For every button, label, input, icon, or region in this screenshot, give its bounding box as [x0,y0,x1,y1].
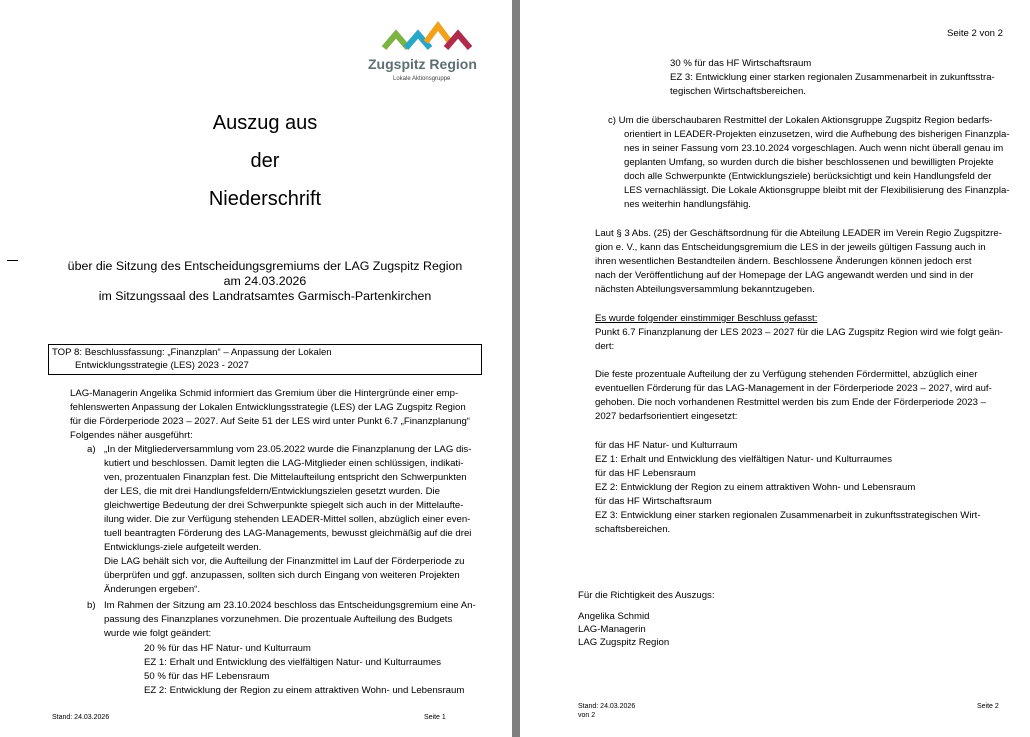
new-text-line-2: eventuellen Förderung für das LAG-Management in der Förderperiode 2023 – 2027, wird auf- [595,383,992,394]
item-a-marker: a) [87,444,96,455]
hf-line-5: für das HF Wirtschaftsraum [595,496,712,507]
signature-organization: LAG Zugspitz Region [578,637,670,648]
resolution-line-2: dert: [595,341,615,352]
subtitle-line-1: über die Sitzung des Entscheidungsgremiums der LAG Zugspitz Region [67,259,463,273]
item-c-line-6: LES vernachlässigt. Die Lokale Aktionsgruppe bleibt mit der Flexibilisierung des Finanzpla- [624,185,1010,196]
rules-line-2: gion e. V., kann das Entscheidungsgremium die LES in der jeweils gültigen Fassung auch in [595,242,986,253]
hf-line-3: für das HF Lebensraum [595,468,696,479]
continued-line-1: 30 % für das HF Wirtschaftsraum [670,58,812,69]
title-line-1: Auszug aus [212,112,318,134]
item-a-line-4: der LES, die mit drei Handlungsfeldern/Entwicklungszielen gesetzt wurden. Die [104,486,440,497]
intro-line-2: fehlenswerten Anpassung der Lokalen Entwicklungsstrategie (LES) der LAG Zugspitz Region [70,402,466,413]
page-divider [512,0,520,737]
item-a-line-9: Die LAG behält sich vor, die Aufteilung der Finanzmittel im Lauf der Förderperiode zu [104,556,465,567]
item-a-line-7: tuell beantragten Förderung des LAG-Managements, bewusst gleichmäßig auf die drei [104,528,472,539]
item-c-line-7: nes weiterhin handlungsfähig. [624,199,751,210]
item-a-line-5: gleichwertige Bedeutung der drei Schwerpunkte spiegelt sich auch in der Mittelaufte- [104,500,464,511]
item-c-line-3: nes in seiner Fassung vom 23.10.2024 vorgeschlagen. Auch wenn nicht überall genau im [624,143,1004,154]
logo-mountains-icon [382,18,492,52]
item-b-line-2: passung des Finanzplanes vorzunehmen. Die prozentuale Aufteilung des Budgets [104,614,453,625]
budget-line-4: EZ 2: Entwicklung der Region zu einem attraktiven Wohn- und Lebensraum [144,685,465,696]
item-a-line-2: kutiert und beschlossen. Damit legten die LAG-Mitglieder einen schlüssigen, indikati- [104,458,464,469]
item-a-line-6: ilung wider. Die zur Verfügung stehenden LEADER-Mittel sollen, abzüglich einer even- [104,514,471,525]
new-text-line-1: Die feste prozentuale Aufteilung der zu Verfügung stehenden Fördermittel, abzüglich einer [595,369,978,380]
item-c-line-2: orientiert in LEADER-Projekten einzusetzen, wird die Aufhebung des bisherigen Finanzpla- [624,129,1010,140]
agenda-item-box [48,344,482,375]
hf-line-7: schaftsbereichen. [595,524,671,535]
header-page-number: Seite 2 von 2 [947,28,1004,39]
signature-role: LAG-Managerin [578,624,646,635]
document-page-1 [0,0,512,737]
item-a-line-10: überprüfen und ggf. anzupassen, sollten sich durch Eingang von weiteren Projekten [104,570,460,581]
footer-page-count: von 2 [578,712,596,719]
title-line-3: Niederschrift [208,188,322,210]
resolution-line-1: Punkt 6.7 Finanzplanung der LES 2023 – 2027 für die LAG Zugspitz Region wird wie folgt geän- [595,327,1003,338]
item-c-line-5: doch alle Schwerpunkte (Entwicklungsziele) berücksichtigt und kein Handlungsfeld der [624,171,992,182]
footer-date: Stand: 24.03.2026 [52,714,110,721]
title-line-2: der [250,150,280,172]
item-a-line-3: ven, prozentualen Finanzplan fest. Die Mittelaufteilung entspricht den Schwerpunkten [104,472,467,483]
item-c-line-4: geplanten Umfang, so wurden durch die bisher beschlossenen und bewilligten Projekte [624,157,994,168]
subtitle-line-3: im Sitzungssaal des Landratsamtes Garmisch-Partenkirchen [98,289,432,303]
footer-date: Stand: 24.03.2026 [578,703,636,710]
item-a-line-11: Änderungen ergeben“. [104,584,201,595]
document-page-2 [520,0,1030,737]
item-b-line-1: Im Rahmen der Sitzung am 23.10.2024 beschloss das Entscheidungsgremium eine An- [104,600,476,611]
rules-line-5: nächsten Abteilungsversammlung bekanntzugeben. [595,284,815,295]
hf-line-2: EZ 1: Erhalt und Entwicklung des vielfältigen Natur- und Kulturraumes [595,454,893,465]
budget-line-3: 50 % für das HF Lebensraum [144,671,270,682]
agenda-item-line-1: TOP 8: Beschlussfassung: „Finanzplan“ – Anpassung der Lokalen [52,347,332,358]
hf-line-1: für das HF Natur- und Kulturraum [595,440,738,451]
logo [368,18,488,88]
item-c-line-1: c) Um die überschaubaren Restmittel der Lokalen Aktionsgruppe Zugspitz Region bedarfs- [608,115,993,126]
item-a-line-1: „In der Mitgliederversammlung vom 23.05.2022 wurde die Finanzplanung der LAG dis- [104,444,472,455]
rules-line-4: nach der Veröffentlichung auf der Homepage der LAG angewandt werden und sind in der [595,270,974,281]
item-b-marker: b) [87,600,96,611]
hf-line-6: EZ 3: Entwicklung einer starken regionalen Zusammenarbeit in zukunftsstrategischen Wirt- [595,510,981,521]
budget-line-2: EZ 1: Erhalt und Entwicklung des vielfältigen Natur- und Kulturraumes [144,657,442,668]
continued-line-2: EZ 3: Entwicklung einer starken regionalen Zusammenarbeit in zukunftsstra- [670,72,995,83]
rules-line-1: Laut § 3 Abs. (25) der Geschäftsordnung für die Abteilung LEADER im Verein Regio Zugspitzre- [595,228,1002,239]
signature-name: Angelika Schmid [578,611,650,622]
intro-line-1: LAG-Managerin Angelika Schmid informiert das Gremium über die Hintergründe einer emp- [70,388,459,399]
continued-line-3: tegischen Wirtschaftsbereichen. [670,86,806,97]
footer-page-number: Seite 1 [424,714,446,721]
subtitle-line-2: am 24.03.2026 [223,274,307,288]
new-text-line-4: 2027 bedarfsorientiert eingesetzt: [595,411,738,422]
agenda-item-line-2: Entwicklungsstrategie (LES) 2023 - 2027 [75,360,249,371]
item-a-line-8: Entwicklungs-ziele aufgeteilt werden. [104,542,262,553]
rules-line-3: ihren wesentlichen Bestandteilen ändern. Beschlossene Änderungen können jedoch erst [595,256,972,267]
margin-marker [7,260,18,261]
certification-text: Für die Richtigkeit des Auszugs: [578,590,715,601]
resolution-heading: Es wurde folgender einstimmiger Beschluss gefasst: [595,313,818,324]
budget-line-1: 20 % für das HF Natur- und Kulturraum [144,643,311,654]
new-text-line-3: gehoben. Die noch vorhandenen Restmittel werden bis zum Ende der Förderperiode 2023 – [595,397,986,408]
intro-line-3: für die Förderperiode 2023 – 2027. Auf Seite 51 der LES wird unter Punkt 6.7 „Finanzplanung“ [70,416,470,427]
logo-name: Zugspitz Region [368,56,477,72]
logo-subtitle: Lokale Aktionsgruppe [393,76,451,82]
intro-line-4: Folgendes näher ausgeführt: [70,430,193,441]
item-b-line-3: wurde wie folgt geändert: [104,628,212,639]
hf-line-4: EZ 2: Entwicklung der Region zu einem attraktiven Wohn- und Lebensraum [595,482,916,493]
footer-page-number: Seite 2 [977,703,999,710]
